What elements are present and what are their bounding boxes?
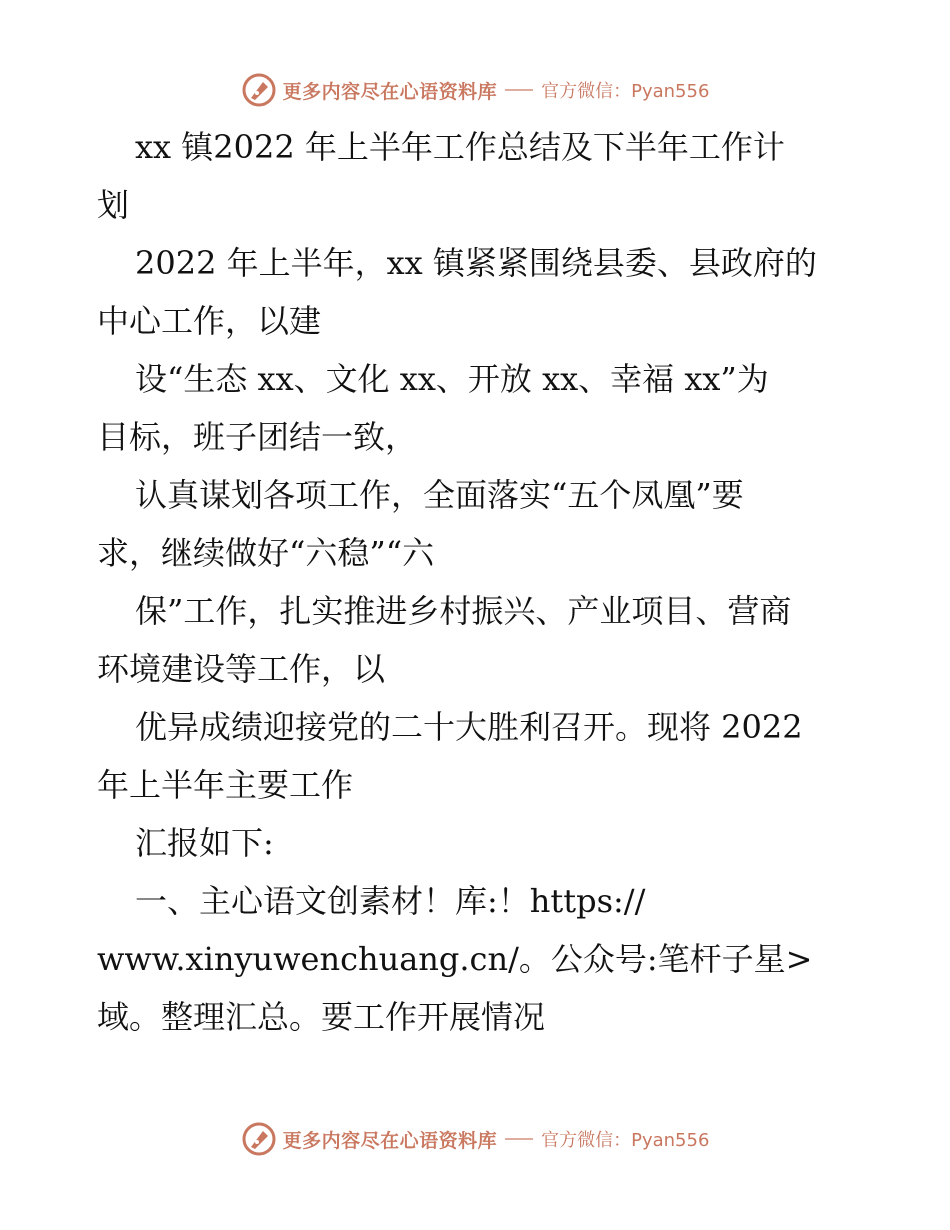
watermark-separator: [505, 89, 533, 91]
doc-text-line: 中心工作，以建: [97, 302, 322, 340]
doc-text-line: 汇报如下:: [135, 824, 274, 862]
doc-text-line: 保”工作，扎实推进乡村振兴、产业项目、营商: [135, 592, 792, 630]
watermark-brand: 更多内容尽在心语资料库: [282, 80, 498, 103]
doc-text-line: 年上半年主要工作: [97, 766, 354, 804]
pen-nib-logo-icon: [241, 72, 277, 108]
doc-text-line: 域。整理汇总。要工作开展情况: [97, 998, 546, 1036]
doc-section-heading: 一、主心语文创素材！库:！https://: [135, 882, 646, 920]
doc-text-line: 目标，班子团结一致，: [97, 418, 418, 456]
doc-text-line: 优异成绩迎接党的二十大胜利召开。现将 2022: [135, 708, 803, 746]
doc-text-line: 环境建设等工作，以: [97, 650, 386, 688]
doc-title-line-1: xx 镇2022 年上半年工作总结及下半年工作计: [135, 128, 785, 166]
document-body: [97, 118, 857, 1046]
pen-nib-logo-icon: [241, 1121, 277, 1157]
watermark-wechat: 官方微信：Pyan556: [541, 81, 710, 102]
doc-text-line: 设“生态 xx、文化 xx、开放 xx、幸福 xx”为: [135, 360, 769, 398]
header-watermark: [0, 68, 950, 112]
footer-watermark: [0, 1117, 950, 1161]
doc-title-line-2: 划: [97, 186, 130, 224]
doc-text-line: 2022 年上半年，xx 镇紧紧围绕县委、县政府的: [135, 244, 817, 282]
watermark-brand: 更多内容尽在心语资料库: [282, 1129, 498, 1152]
doc-text-line: www.xinyuwenchuang.cn/。公众号:笔杆子星>: [97, 940, 813, 978]
doc-text-line: 认真谋划各项工作，全面落实“五个凤凰”要: [135, 476, 744, 514]
watermark-separator: [505, 1138, 533, 1140]
watermark-wechat: 官方微信：Pyan556: [541, 1130, 710, 1151]
doc-text-line: 求，继续做好“六稳”“六: [97, 534, 435, 572]
